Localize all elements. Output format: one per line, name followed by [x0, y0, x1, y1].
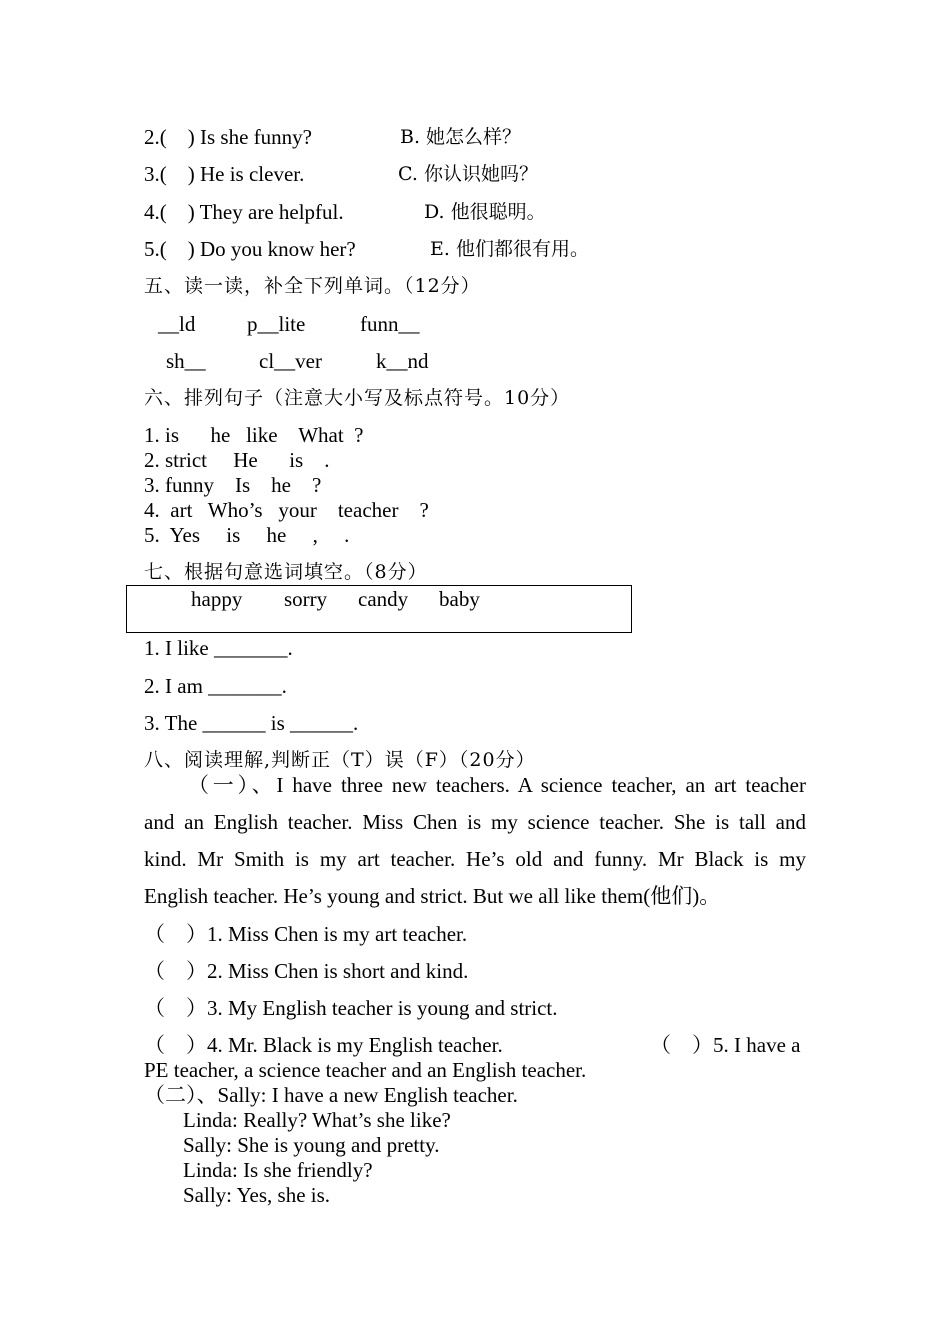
passage2-intro: （二）、Sally: I have a new English teacher. [144, 1083, 518, 1107]
word-blank-4: sh__ [166, 349, 206, 373]
fill-item-3: 3. The ______ is ______. [144, 711, 359, 735]
tf-item-3: （ ）3. My English teacher is young and strict. [144, 996, 558, 1020]
passage1-line-1: （一）、I have three new teachers. A science teacher, an art teacher [188, 773, 806, 797]
passage1-line-2: and an English teacher. Miss Chen is my science teacher. She is tall and [144, 810, 806, 834]
section8-heading: 八、阅读理解,判断正（T）误（F）（20分） [144, 749, 536, 771]
fill-item-1: 1. I like _______. [144, 636, 293, 660]
word-bank-candy: candy [358, 587, 409, 611]
dialogue-line-1: Linda: Really? What’s she like? [183, 1108, 451, 1132]
passage1-line-3: kind. Mr Smith is my art teacher. He’s old and funny. Mr Black is my [144, 847, 806, 871]
match-answer-e: E. 他们都很有用。 [430, 238, 589, 260]
match-answer-c: C. 你认识她吗？ [398, 163, 538, 185]
section7-heading: 七、根据句意选词填空。（8分） [144, 561, 428, 583]
fill-item-2: 2. I am _______. [144, 674, 287, 698]
reorder-item-5: 5. Yes is he , . [144, 523, 350, 547]
dialogue-line-3: Linda: Is she friendly? [183, 1158, 373, 1182]
tf-item-5-part-b: PE teacher, a science teacher and an English teacher. [144, 1058, 587, 1082]
match-question-4: 4.( ) They are helpful. [144, 200, 344, 224]
tf-item-5-part-a: （ ）5. I have a [650, 1033, 801, 1057]
reorder-item-3: 3. funny Is he ? [144, 473, 322, 497]
word-blank-3: funn__ [360, 312, 420, 336]
dialogue-line-2: Sally: She is young and pretty. [183, 1133, 440, 1157]
word-bank-baby: baby [439, 587, 480, 611]
match-question-2: 2.( ) Is she funny? [144, 125, 312, 149]
match-answer-b: B. 她怎么样？ [400, 126, 522, 148]
reorder-item-1: 1. is he like What ? [144, 423, 364, 447]
tf-item-2: （ ）2. Miss Chen is short and kind. [144, 959, 469, 983]
tf-item-1: （ ）1. Miss Chen is my art teacher. [144, 922, 468, 946]
tf-item-4: （ ）4. Mr. Black is my English teacher. [144, 1033, 503, 1057]
section6-heading: 六、排列句子（注意大小写及标点符号。10分） [144, 387, 571, 409]
word-blank-1: __ld [158, 312, 196, 336]
reorder-item-4: 4. art Who’s your teacher ? [144, 498, 429, 522]
word-bank-happy: happy [191, 587, 243, 611]
section5-heading: 五、读一读，补全下列单词。（12分） [144, 275, 481, 297]
dialogue-line-4: Sally: Yes, she is. [183, 1183, 331, 1207]
match-question-5: 5.( ) Do you know her? [144, 237, 356, 261]
word-blank-5: cl__ver [259, 349, 322, 373]
match-answer-d: D. 他很聪明。 [424, 201, 546, 223]
passage1-line-4: English teacher. He’s young and strict. But we all like them(他们)。 [144, 884, 721, 908]
word-bank-sorry: sorry [284, 587, 328, 611]
word-blank-2: p__lite [247, 312, 306, 336]
reorder-item-2: 2. strict He is . [144, 448, 330, 472]
word-blank-6: k__nd [376, 349, 429, 373]
match-question-3: 3.( ) He is clever. [144, 162, 305, 186]
